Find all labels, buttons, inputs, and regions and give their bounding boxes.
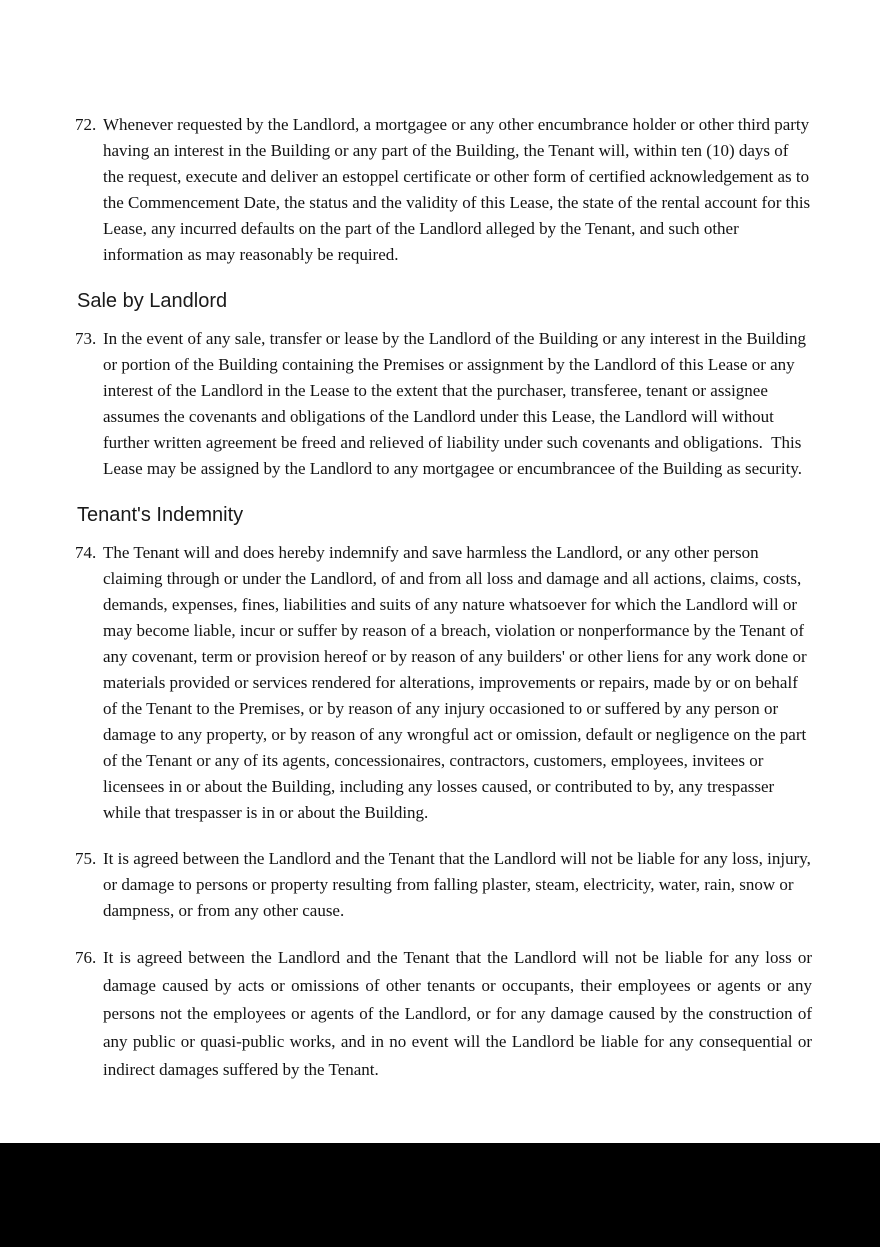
clause-75 bbox=[75, 846, 816, 924]
clause-74 bbox=[75, 540, 812, 826]
clause-73-number: 73. bbox=[75, 329, 97, 348]
clause-72 bbox=[75, 112, 815, 268]
clause-75-number: 75. bbox=[75, 849, 97, 868]
section-heading-sale-by-landlord: Sale by Landlord bbox=[77, 290, 228, 312]
clause-74-text: The Tenant will and does hereby indemnify and save harmless the Landlord, or any other person claiming through or under the Landlord, of and from all loss and damage and all actions, claims, costs, demands, expenses, fines, liabilities and suits of any nature whatsoever for which the Landlord will or may become liable, incur or suffer by reason of a breach, violation or nonperformance by the Tenant of any covenant, term or provision hereof or by reason of any builders' or other liens for any work done or materials provided or services rendered for alterations, improvements or repairs, made by or on behalf of the Tenant to the Premises, or by reason of any injury occasioned to or suffered by any person or damage to any property, or by reason of any wrongful act or omission, default or negligence on the part of the Tenant or any of its agents, concessionaires, contractors, customers, employees, invitees or licensees in or about the Building, including any losses caused, or contributed to by, any trespasser while that trespasser is in or about the Building. bbox=[103, 543, 811, 822]
clause-76-number: 76. bbox=[75, 948, 97, 967]
clause-72-text: Whenever requested by the Landlord, a mortgagee or any other encumbrance holder or other third party having an interest in the Building or any part of the Building, the Tenant will, within ten (10) days of the request, execute and deliver an estoppel certificate or other form of certified acknowledgement as to the Commencement Date, the status and the validity of this Lease, the state of the rental account for this Lease, any incurred defaults on the part of the Landlord alleged by the Tenant, and such other information as may reasonably be required. bbox=[103, 115, 815, 264]
document-content bbox=[75, 112, 817, 1104]
section-heading-tenants-indemnity: Tenant's Indemnity bbox=[77, 504, 244, 526]
clause-76-text: It is agreed between the Landlord and the Tenant that the Landlord will not be liable for any loss or damage caused by acts or omissions of other tenants or occupants, their employees or agents or any persons not the employees or agents of the Landlord, or for any damage caused by the construction of any public or quasi-public works, and in no event will the Landlord be liable for any consequential or indirect damages suffered by the Tenant. bbox=[103, 948, 817, 1079]
clause-76 bbox=[75, 944, 817, 1084]
clause-74-number: 74. bbox=[75, 543, 97, 562]
clause-75-text: It is agreed between the Landlord and the Tenant that the Landlord will not be liable for any loss, injury, or damage to persons or property resulting from falling plaster, steam, electricity, water, rain, snow or dampness, or from any other cause. bbox=[103, 849, 816, 920]
clause-73-text: In the event of any sale, transfer or lease by the Landlord of the Building or any interest in the Building or portion of the Building containing the Premises or assignment by the Landlord of this Lease or any interest of the Landlord in the Lease to the extent that the purchaser, transferee, tenant or assignee assumes the covenants and obligations of the Landlord under this Lease, the Landlord will without further written agreement be freed and relieved of liability under such covenants and obligations. This Lease may be assigned by the Landlord to any mortgagee or encumbrancee of the Building as security. bbox=[103, 329, 811, 478]
scan-black-edge bbox=[0, 1143, 880, 1247]
clause-72-number: 72. bbox=[75, 115, 97, 134]
clause-73 bbox=[75, 326, 812, 482]
